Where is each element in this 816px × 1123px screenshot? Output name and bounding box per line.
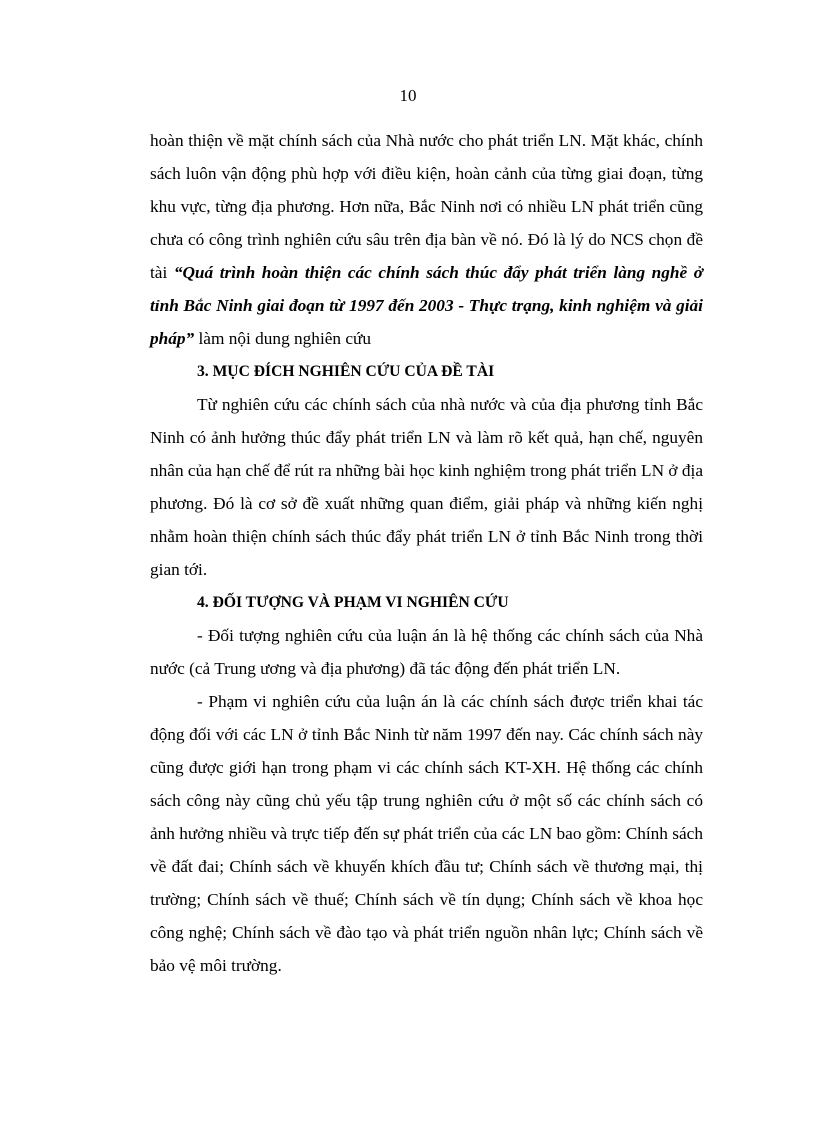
paragraph-topic-rationale bbox=[150, 124, 703, 355]
body-text bbox=[150, 124, 703, 982]
section-3-paragraph: Từ nghiên cứu các chính sách của nhà nước và của địa phương tỉnh Bắc Ninh có ảnh hưởng thúc đẩy phát triển LN và làm rõ kết quả, hạn chế, nguyên nhân của hạn chế để rút ra những bài học kinh nghiệm trong phát triển LN ở địa phương. Đó là cơ sở đề xuất những quan điểm, giải pháp và những kiến nghị nhằm hoàn thiện chính sách thúc đẩy phát triển LN ở tỉnh Bắc Ninh trong thời gian tới. bbox=[150, 395, 703, 579]
paragraph-end-text: làm nội dung nghiên cứu bbox=[194, 329, 372, 348]
paragraph-intro-text: hoàn thiện về mặt chính sách của Nhà nước cho phát triển LN. Mặt khác, chính sách luôn vận động phù hợp với điều kiện, hoàn cảnh của từng giai đoạn, từng khu vực, từng địa phương. Hơn nữa, Bắc Ninh nơi có nhiều LN phát triển cũng chưa có công trình nghiên cứu sâu trên địa bàn về nó. Đó là lý do NCS chọn đề tài bbox=[150, 131, 703, 282]
section-3-heading: 3. MỤC ĐÍCH NGHIÊN CỨU CỦA ĐỀ TÀI bbox=[197, 363, 495, 380]
section-4-heading: 4. ĐỐI TƯỢNG VÀ PHẠM VI NGHIÊN CỨU bbox=[197, 594, 509, 611]
section-4-scope-paragraph: - Phạm vi nghiên cứu của luận án là các chính sách được triển khai tác động đối với các LN ở tỉnh Bắc Ninh từ năm 1997 đến nay. Các chính sách này cũng được giới hạn trong phạm vi các chính sách KT-XH. Hệ thống các chính sách công này cũng chủ yếu tập trung nghiên cứu ở một số các chính sách có ảnh hưởng nhiều và trực tiếp đến sự phát triển của các LN bao gồm: Chính sách về đất đai; Chính sách về khuyến khích đầu tư; Chính sách về thương mại, thị trường; Chính sách về thuế; Chính sách về tín dụng; Chính sách về khoa học công nghệ; Chính sách về đào tạo và phát triển nguồn nhân lực; Chính sách về bảo vệ môi trường. bbox=[150, 692, 703, 975]
page-number: 10 bbox=[399, 86, 417, 105]
section-4-object-paragraph: - Đối tượng nghiên cứu của luận án là hệ thống các chính sách của Nhà nước (cả Trung ương và địa phương) đã tác động đến phát triển LN. bbox=[150, 626, 703, 678]
thesis-title: “Quá trình hoàn thiện các chính sách thúc đẩy phát triển làng nghề ở tỉnh Bắc Ninh giai đoạn từ 1997 đến 2003 - Thực trạng, kinh nghiệm và giải pháp” bbox=[150, 263, 704, 348]
